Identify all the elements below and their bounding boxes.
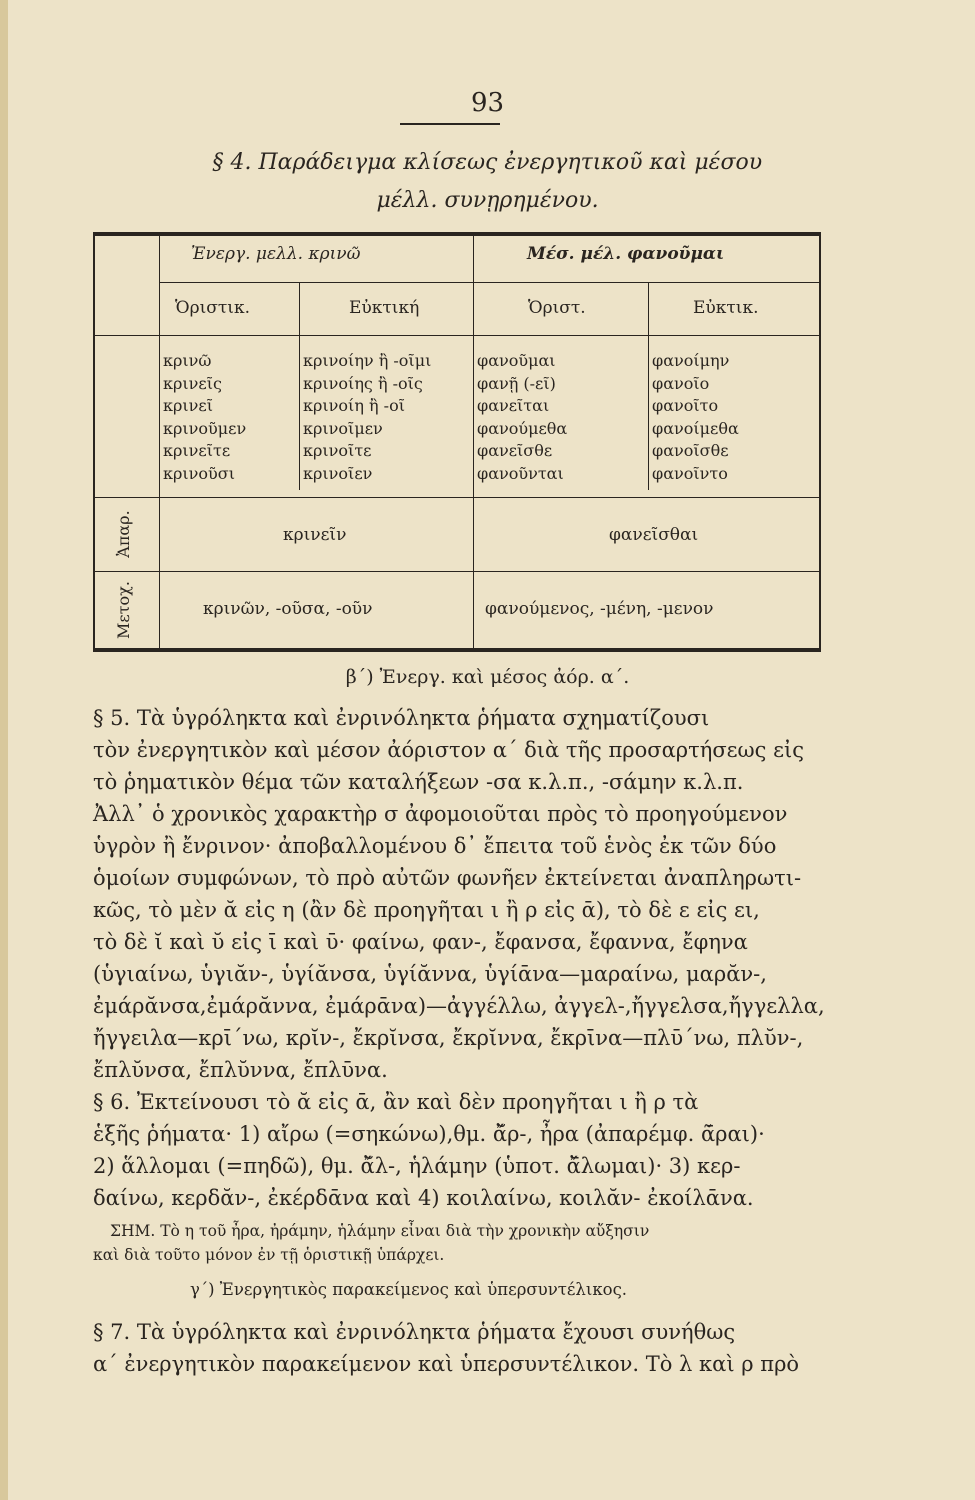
table-middle-mood-divider (648, 282, 649, 490)
table-cell: φανοίμην (652, 351, 730, 370)
para5-line-10: ἐμάρᾰνσα,ἐμάρᾰννα, ἐμάρᾱνα)—ἀγγέλλω, ἀγγελ-,ἤγγελσα,ἤγγελλα, (93, 994, 825, 1018)
section-title-line-2: μέλλ. συνῃρημένου. (376, 188, 599, 213)
subheader-active-optative: Εὐκτική (349, 298, 420, 318)
infinitive-row-label: Ἀπαρ. (114, 510, 133, 558)
subheading-perfect: γ΄) Ἐνεργητικὸς παρακείμενος καὶ ὑπερσυντέλικος. (190, 1280, 628, 1299)
section-title-line-1: § 4. Παράδειγμα κλίσεως ἐνεργητικοῦ καὶ μέσου (212, 150, 763, 175)
table-cell: φανεῖσθε (477, 441, 553, 461)
note-line-1: ΣΗΜ. Τὸ η τοῦ ἦρα, ἠράμην, ἡλάμην εἶναι διὰ τὴν χρονικὴν αὔξησιν (110, 1222, 650, 1240)
infinitive-active: κρινεῖν (283, 525, 347, 545)
middle-optative-forms (652, 350, 739, 486)
para5-line-2: τὸν ἐνεργητικὸν καὶ μέσον ἀόριστον α΄ διὰ τῆς προσαρτήσεως εἰς (93, 738, 804, 762)
table-cell: φανοῖσθε (652, 441, 729, 461)
para5-line-11: ἤγγειλα—κρῑ΄νω, κρῐν-, ἔκρῐνσα, ἔκρῐννα, ἔκρῑνα—πλῡ΄νω, πλῠν-, (93, 1026, 804, 1050)
para6-line-4: δαίνω, κερδᾰν-, ἐκέρδᾱνα καὶ 4) κοιλαίνω, κοιλᾰν- ἐκοίλᾱνα. (93, 1186, 754, 1210)
table-cell: κρινοῦσι (163, 463, 235, 483)
conjugation-table (93, 232, 821, 652)
middle-indicative-forms (477, 350, 567, 486)
table-cell: κρινοίη ἢ -οῖ (303, 396, 405, 416)
para7-line-1: § 7. Τὰ ὑγρόληκτα καὶ ἐνρινόληκτα ῥήματα ἔχουσι συνήθως (93, 1320, 736, 1344)
para5-line-5: ὑγρὸν ἢ ἔνρινον· ἀποβαλλομένου δ᾽ ἔπειτα τοῦ ἑνὸς ἐκ τῶν δύο (93, 834, 777, 858)
header-middle-future: Μέσ. μέλ. φανοῦμαι (527, 244, 725, 264)
participle-active: κρινῶν, -οῦσα, -οῦν (203, 599, 373, 619)
para5-line-6: ὁμοίων συμφώνων, τὸ πρὸ αὐτῶν φωνῆεν ἐκτείνεται ἀναπληρωτι- (93, 866, 802, 890)
subheader-active-indicative: Ὁριστικ. (175, 298, 250, 318)
table-right-border (819, 232, 821, 652)
table-cell: κρινεῖ (163, 396, 213, 416)
active-header-rule (159, 282, 473, 283)
active-optative-forms (303, 350, 431, 486)
table-cell: κρινεῖς (163, 373, 222, 393)
table-cell: κρινεῖτε (163, 441, 231, 461)
page-number: 93 (470, 88, 505, 118)
table-top-rule (93, 232, 821, 236)
active-indicative-forms (163, 350, 246, 486)
table-voice-divider (473, 232, 474, 652)
table-cell: φανοῖο (652, 373, 710, 393)
table-cell: κρινῶ (163, 351, 212, 370)
infinitive-bottom-rule (93, 571, 821, 572)
para5-line-4: Ἀλλ᾽ ὁ χρονικὸς χαρακτὴρ σ ἀφομοιοῦται πρὸς τὸ προηγούμενον (93, 802, 788, 826)
para5-line-9: (ὑγιαίνω, ὑγιᾰν-, ὑγίᾰνσα, ὑγίᾰννα, ὑγίᾱνα—μαραίνω, μαρᾰν-, (93, 962, 767, 986)
page-number-rule (400, 123, 500, 125)
subheader-middle-optative: Εὐκτικ. (693, 298, 759, 318)
para5-line-3: τὸ ῥηματικὸν θέμα τῶν καταλήξεων -σα κ.λ.π., -σάμην κ.λ.π. (93, 770, 744, 794)
table-cell: κρινοῦμεν (163, 418, 247, 438)
table-cell: κρινοῖμεν (303, 418, 383, 438)
para7-line-2: α΄ ἐνεργητικὸν παρακείμενον καὶ ὑπερσυντέλικον. Τὸ λ καὶ ρ πρὸ (93, 1352, 800, 1376)
header-active-future: Ἐνεργ. μελλ. κρινῶ (191, 244, 361, 264)
para6-line-2: ἑξῆς ῥήματα· 1) αἴρω (=σηκώνω),θμ. ἄ̆ρ-, ἦρα (ἀπαρέμφ. ᾶ̄ραι)· (93, 1122, 765, 1146)
forms-bottom-rule (93, 497, 821, 498)
para5-line-12: ἔπλῠνσα, ἔπλῠννα, ἔπλῡνα. (93, 1058, 388, 1082)
table-cell: κρινοίην ἢ -οῖμι (303, 351, 432, 370)
table-cell: φανοῦνται (477, 463, 564, 483)
note-line-2: καὶ διὰ τοῦτο μόνον ἐν τῇ ὁριστικῇ ὑπάρχει. (93, 1246, 445, 1264)
para5-line-8: τὸ δὲ ῐ καὶ ῠ εἰς ῑ καὶ ῡ· φαίνω, φαν-, ἔφανσα, ἔφαννα, ἔφηνα (93, 930, 748, 954)
table-cell: κρινοίης ἢ -οῖς (303, 373, 423, 393)
table-bottom-rule (93, 648, 821, 652)
table-cell: κρινοῖτε (303, 441, 372, 461)
table-active-mood-divider (299, 282, 300, 490)
participle-row-label: Μετοχ. (114, 581, 133, 639)
para6-line-3: 2) ἅλλομαι (=πηδῶ), θμ. ἄ̆λ-, ἡλάμην (ὑποτ. ἄ̄λωμαι)· 3) κερ- (93, 1154, 741, 1178)
table-cell: φανούμεθα (477, 418, 568, 438)
table-cell: φανοίμεθα (652, 418, 739, 438)
para6-line-1: § 6. Ἐκτείνουσι τὸ ᾰ εἰς ᾱ, ἂν καὶ δὲν προηγῆται ι ἢ ρ τὰ (93, 1090, 699, 1114)
table-cell: φανεῖται (477, 396, 550, 416)
table-label-column-border (159, 232, 160, 652)
table-cell: κρινοῖεν (303, 463, 373, 483)
table-left-border (93, 232, 95, 652)
page-binding-edge (0, 0, 8, 1500)
middle-header-rule (474, 282, 819, 283)
subheader-rule (93, 335, 821, 336)
table-cell: φανοῦμαι (477, 351, 556, 370)
para5-line-7: κῶς, τὸ μὲν ᾰ εἰς η (ἂν δὲ προηγῆται ι ἢ ρ εἰς ᾱ), τὸ δὲ ε εἰς ει, (93, 898, 760, 922)
subheader-middle-indicative: Ὁριστ. (528, 298, 586, 318)
para5-line-1: § 5. Τὰ ὑγρόληκτα καὶ ἐνρινόληκτα ῥήματα σχηματίζουσι (93, 706, 710, 730)
participle-middle: φανούμενος, -μένη, -μενον (485, 599, 714, 619)
subheading-aorist: β΄) Ἐνεργ. καὶ μέσος ἀόρ. α΄. (345, 666, 630, 688)
table-cell: φανοῖντο (652, 463, 728, 483)
infinitive-middle: φανεῖσθαι (609, 525, 699, 545)
table-cell: φανῇ (-εῖ) (477, 373, 556, 393)
table-cell: φανοῖτο (652, 396, 719, 416)
